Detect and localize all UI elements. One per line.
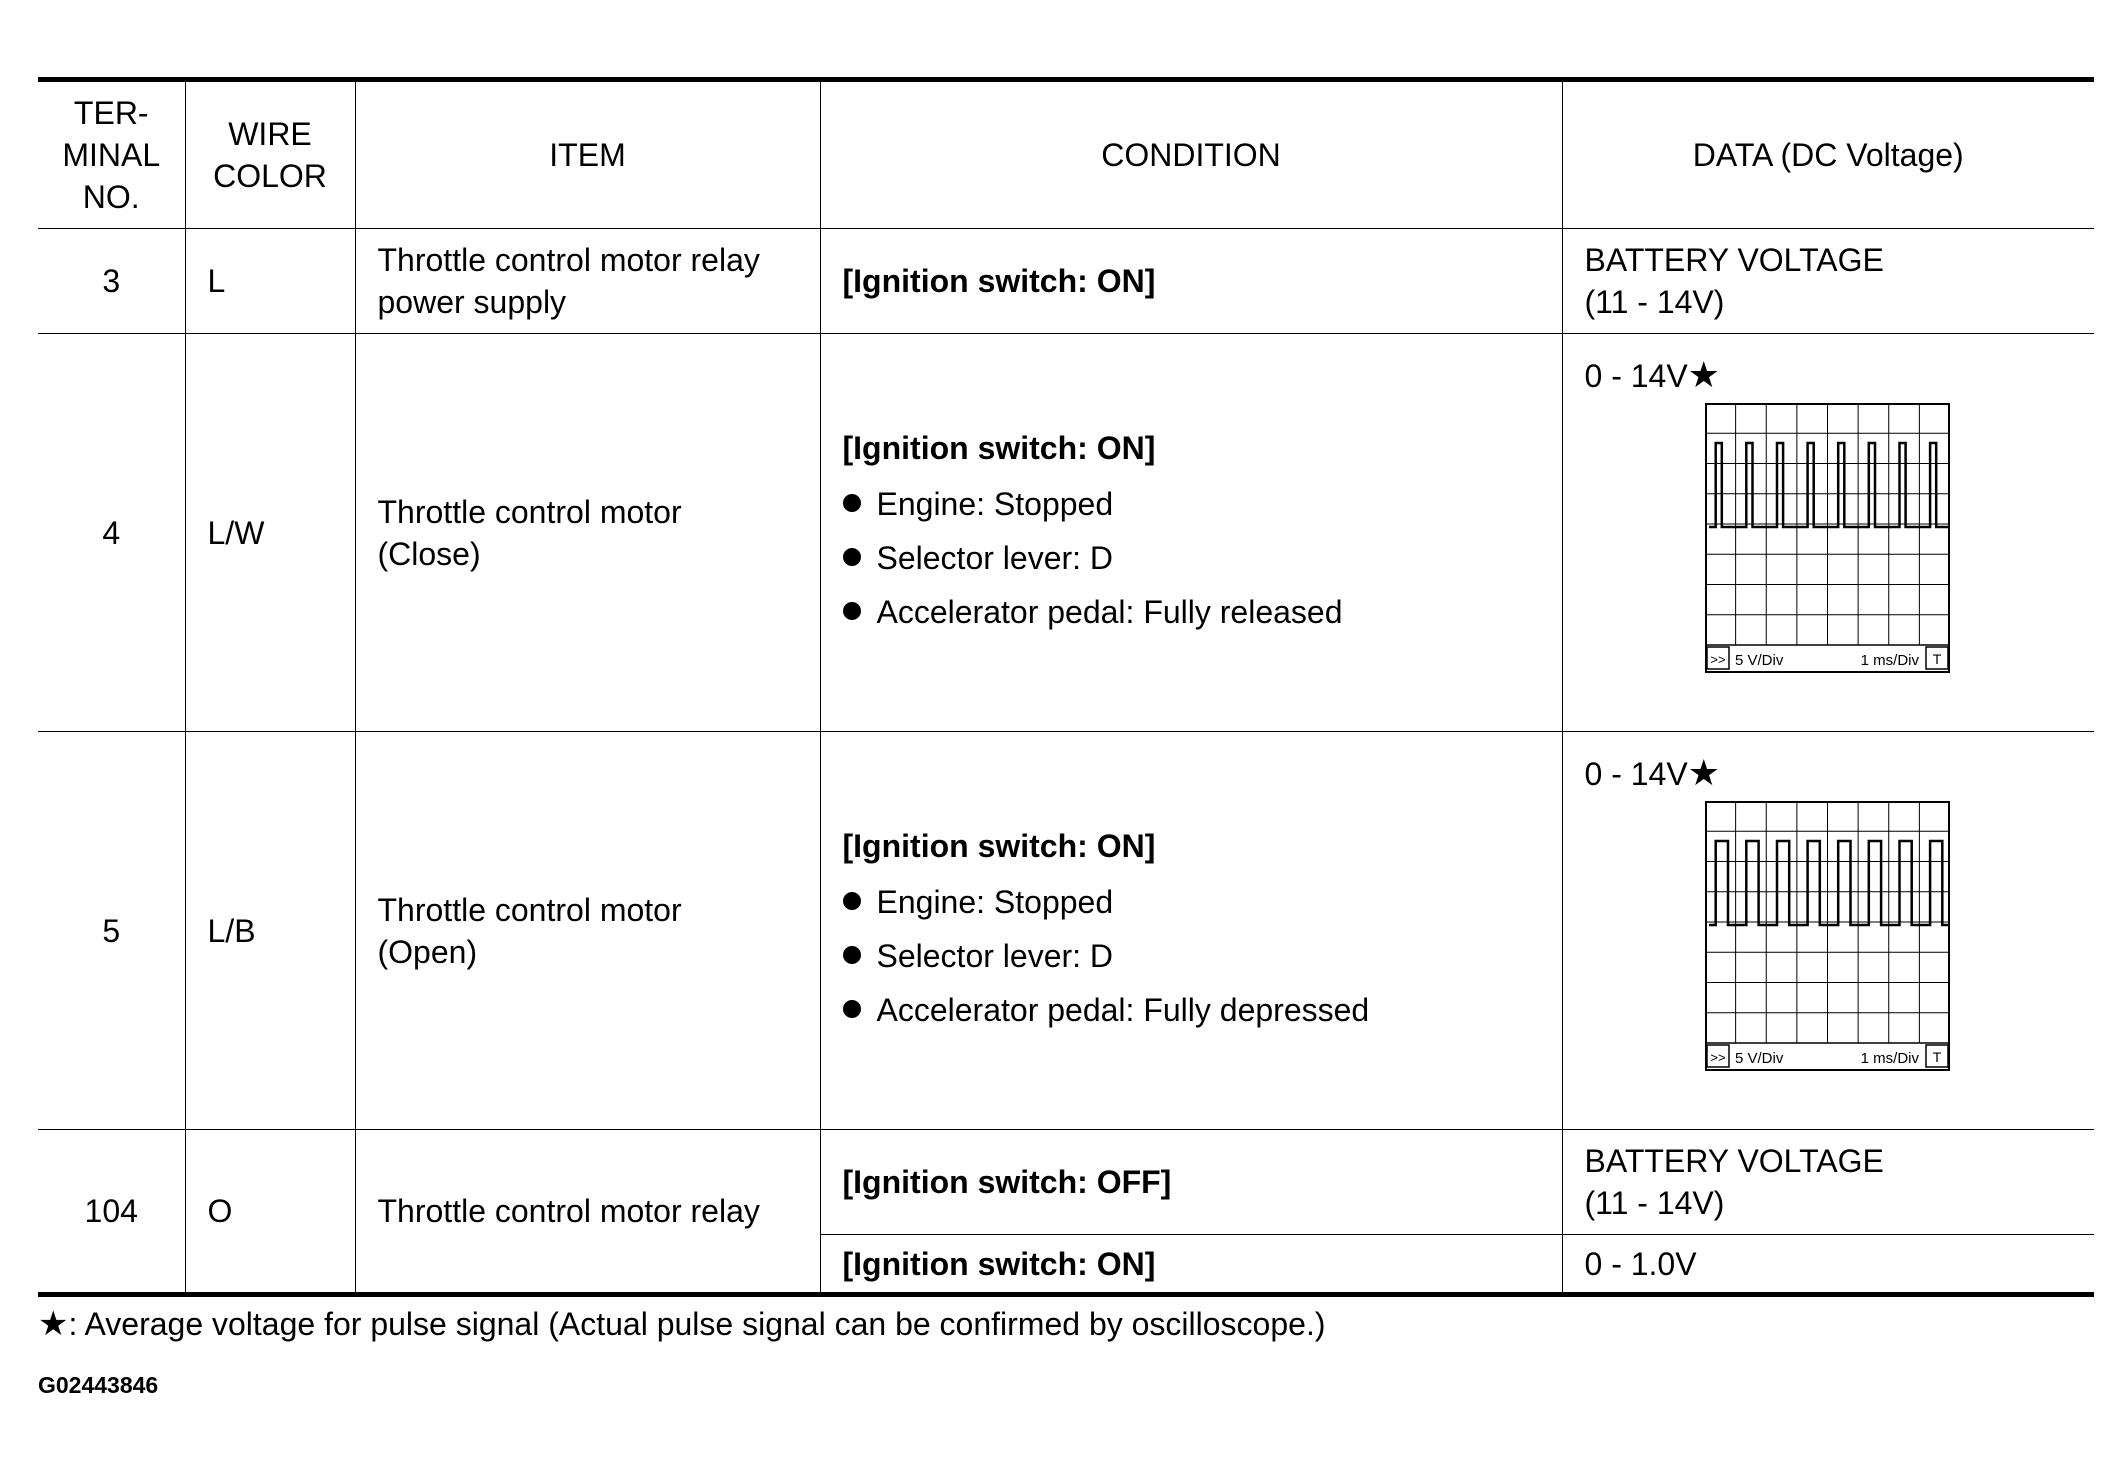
condition-cell: [820, 334, 1562, 732]
terminal-table: [38, 77, 2094, 1297]
header-condition: CONDITION: [820, 80, 1562, 229]
terminal-cell: 3: [38, 229, 185, 334]
table-row: [38, 229, 2094, 334]
terminal-table-document: [38, 77, 2094, 1297]
condition-cell: [Ignition switch: ON]: [820, 1235, 1562, 1295]
item-cell: Throttle control motor (Close): [355, 334, 820, 732]
list-item: Accelerator pedal: Fully released: [843, 585, 1552, 639]
condition-cell: [Ignition switch: OFF]: [820, 1130, 1562, 1235]
terminal-cell: 104: [38, 1130, 185, 1295]
condition-list: [843, 477, 1552, 639]
wire-color-cell: L: [185, 229, 355, 334]
bullet-icon: [843, 494, 861, 512]
list-item: Selector lever: D: [843, 929, 1552, 983]
item-cell: Throttle control motor relay power supply: [355, 229, 820, 334]
svg-text:T: T: [1932, 1049, 1941, 1065]
voltage-value: 0 - 14V: [1584, 358, 1688, 394]
terminal-cell: 5: [38, 732, 185, 1130]
star-icon: ★: [1687, 752, 1720, 793]
item-cell: Throttle control motor (Open): [355, 732, 820, 1130]
list-item: Engine: Stopped: [843, 875, 1552, 929]
scope-volts-label: 5 V/Div: [1734, 1050, 1783, 1067]
condition-cell: [Ignition switch: ON]: [820, 229, 1562, 334]
data-cell: BATTERY VOLTAGE (11 - 14V): [1562, 229, 2094, 334]
table-row: [38, 1130, 2094, 1235]
condition-heading: [Ignition switch: ON]: [842, 827, 1156, 864]
data-cell: 0 - 1.0V: [1562, 1235, 2094, 1295]
scope-volts-label: 5 V/Div: [1734, 652, 1783, 669]
wire-color-cell: L/W: [185, 334, 355, 732]
list-item: Engine: Stopped: [843, 477, 1552, 531]
header-row: [38, 80, 2094, 229]
bullet-icon: [843, 548, 861, 566]
header-wire-color: WIRE COLOR: [185, 80, 355, 229]
header-terminal: TER- MINAL NO.: [38, 80, 185, 229]
oscilloscope-waveform: [1705, 403, 1950, 673]
oscilloscope-waveform: [1705, 801, 1950, 1071]
star-icon: ★: [38, 1305, 69, 1343]
data-cell: [1562, 334, 2094, 732]
list-item: Accelerator pedal: Fully depressed: [843, 983, 1552, 1037]
svg-text:>>: >>: [1709, 1050, 1726, 1065]
footnote-text: : Average voltage for pulse signal (Actual pulse signal can be confirmed by oscilloscope.): [68, 1306, 1326, 1342]
scope-time-label: 1 ms/Div: [1860, 1050, 1919, 1067]
condition-heading: [Ignition switch: ON]: [842, 429, 1156, 466]
voltage-value: 0 - 14V: [1584, 756, 1688, 792]
header-data: DATA (DC Voltage): [1562, 80, 2094, 229]
wire-color-cell: L/B: [185, 732, 355, 1130]
table-row: [38, 732, 2094, 1130]
table-row: [38, 334, 2094, 732]
data-cell: [1562, 732, 2094, 1130]
bullet-icon: [843, 1000, 861, 1018]
header-item: ITEM: [355, 80, 820, 229]
list-item: Selector lever: D: [843, 531, 1552, 585]
bullet-icon: [843, 946, 861, 964]
footnote: [38, 1304, 1325, 1344]
svg-text:T: T: [1932, 651, 1941, 667]
wire-color-cell: O: [185, 1130, 355, 1295]
item-cell: Throttle control motor relay: [355, 1130, 820, 1295]
terminal-cell: 4: [38, 334, 185, 732]
condition-list: [843, 875, 1552, 1037]
scope-time-label: 1 ms/Div: [1860, 652, 1919, 669]
svg-text:>>: >>: [1709, 652, 1726, 667]
bullet-icon: [843, 892, 861, 910]
bullet-icon: [843, 602, 861, 620]
star-icon: ★: [1687, 354, 1720, 395]
data-cell: BATTERY VOLTAGE (11 - 14V): [1562, 1130, 2094, 1235]
condition-cell: [820, 732, 1562, 1130]
figure-id: G02443846: [38, 1372, 159, 1398]
